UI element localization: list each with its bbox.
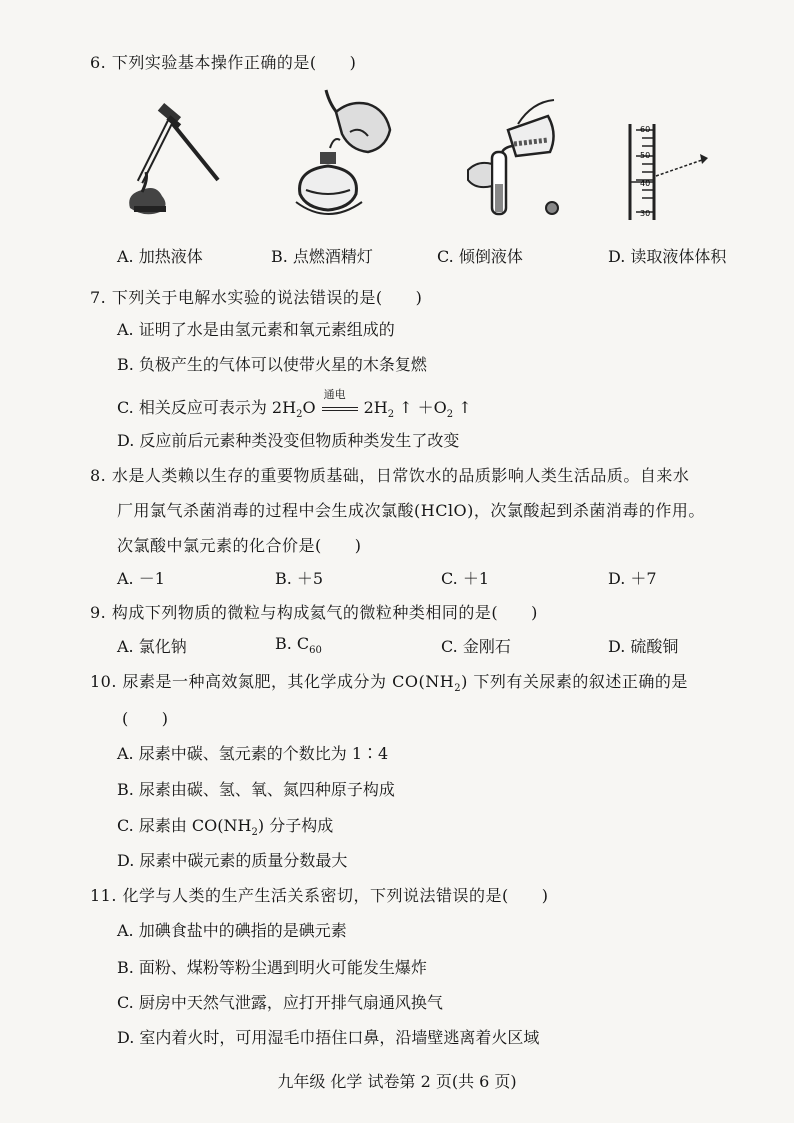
question-9-option-a: A. 氯化钠 xyxy=(117,637,187,656)
question-9-option-c: C. 金刚石 xyxy=(441,637,511,656)
figure-pouring-liquid xyxy=(458,94,578,228)
question-6-stem: 6. 下列实验基本操作正确的是( ) xyxy=(90,53,357,72)
question-11-option-b: B. 面粉、煤粉等粉尘遇到明火可能发生爆炸 xyxy=(117,958,427,977)
question-8-option-a: A. －1 xyxy=(117,569,165,588)
question-10-line-2: ( ) xyxy=(122,709,169,728)
question-10-option-c-end: ) 分子构成 xyxy=(257,816,334,835)
question-10-option-c-start: C. 尿素由 CO(NH xyxy=(117,816,252,835)
question-11-stem: 11. 化学与人类的生产生活关系密切，下列说法错误的是( ) xyxy=(90,886,549,905)
question-7-option-a: A. 证明了水是由氢元素和氧元素组成的 xyxy=(117,320,395,339)
question-7-option-d: D. 反应前后元素种类没变但物质种类发生了改变 xyxy=(117,431,460,450)
question-9-stem: 9. 构成下列物质的微粒与构成氦气的微粒种类相同的是( ) xyxy=(90,603,538,622)
figure-reading-volume xyxy=(612,120,722,224)
scale-tick-40: 40 xyxy=(640,179,651,188)
question-8-line-2: 厂用氯气杀菌消毒的过程中会生成次氯酸(HClO)，次氯酸起到杀菌消毒的作用。 xyxy=(117,501,705,520)
question-8-option-d: D. ＋7 xyxy=(608,569,657,588)
question-6-option-d: D. 读取液体体积 xyxy=(608,247,727,266)
question-7-option-b: B. 负极产生的气体可以使带火星的木条复燃 xyxy=(117,355,427,374)
question-7-option-c-prefix: C. 相关反应可表示为 2H xyxy=(117,398,297,417)
question-9-option-b-label: B. C xyxy=(275,634,310,653)
question-8-line-3: 次氯酸中氯元素的化合价是( ) xyxy=(117,536,362,555)
scale-tick-60: 60 xyxy=(640,125,651,134)
question-6-option-c: C. 倾倒液体 xyxy=(437,247,523,266)
question-10-option-a: A. 尿素中碳、氢元素的个数比为 1∶4 xyxy=(117,744,389,763)
question-8-option-b: B. ＋5 xyxy=(275,569,324,588)
question-6-option-a: A. 加热液体 xyxy=(117,247,203,266)
figure-lighting-alcohol-lamp xyxy=(290,86,410,228)
figure-heating-liquid xyxy=(118,100,228,228)
question-10-option-b: B. 尿素由碳、氢、氧、氮四种原子构成 xyxy=(117,780,395,799)
question-10-line-1-start: 10. 尿素是一种高效氮肥，其化学成分为 CO(NH xyxy=(90,672,455,691)
question-8-line-1: 8. 水是人类赖以生存的重要物质基础，日常饮水的品质影响人类生活品质。自来水 xyxy=(90,466,690,485)
question-7-stem: 7. 下列关于电解水实验的说法错误的是( ) xyxy=(90,288,423,307)
question-9-option-b xyxy=(275,634,322,656)
question-10-line-1: 10. 尿素是一种高效氮肥，其化学成分为 $CO(NH_2)$ 下列有关尿素的叙述正确的是 xyxy=(90,672,688,694)
scale-tick-50: 50 xyxy=(640,151,651,160)
question-11-option-c: C. 厨房中天然气泄露，应打开排气扇通风换气 xyxy=(117,993,443,1012)
scale-tick-30: 30 xyxy=(640,209,651,218)
question-10-option-c: C. 尿素由 $CO(NH_2)$ 分子构成 xyxy=(117,816,334,838)
question-7-option-c: C. 相关反应可表示为 $2H_2O$ 通电 $2H_2$ ↑ $+O_2$ ↑ xyxy=(117,388,472,420)
question-11-option-a: A. 加碘食盐中的碘指的是碘元素 xyxy=(117,921,347,940)
question-10-line-1-end: ) 下列有关尿素的叙述正确的是 xyxy=(461,672,688,691)
reaction-condition xyxy=(322,388,358,417)
question-10-option-d: D. 尿素中碳元素的质量分数最大 xyxy=(117,851,348,870)
question-9-option-d: D. 硫酸铜 xyxy=(608,637,679,656)
question-8-option-c: C. ＋1 xyxy=(441,569,490,588)
page-footer: 九年级 化学 试卷第 2 页(共 6 页) xyxy=(277,1072,517,1091)
question-9-option-b-subscript: 60 xyxy=(309,645,322,656)
reaction-condition-label: 通电 xyxy=(323,388,346,401)
question-6-option-b: B. 点燃酒精灯 xyxy=(271,247,373,266)
question-11-option-d: D. 室内着火时，可用湿毛巾捂住口鼻，沿墙壁逃离着火区域 xyxy=(117,1028,540,1047)
